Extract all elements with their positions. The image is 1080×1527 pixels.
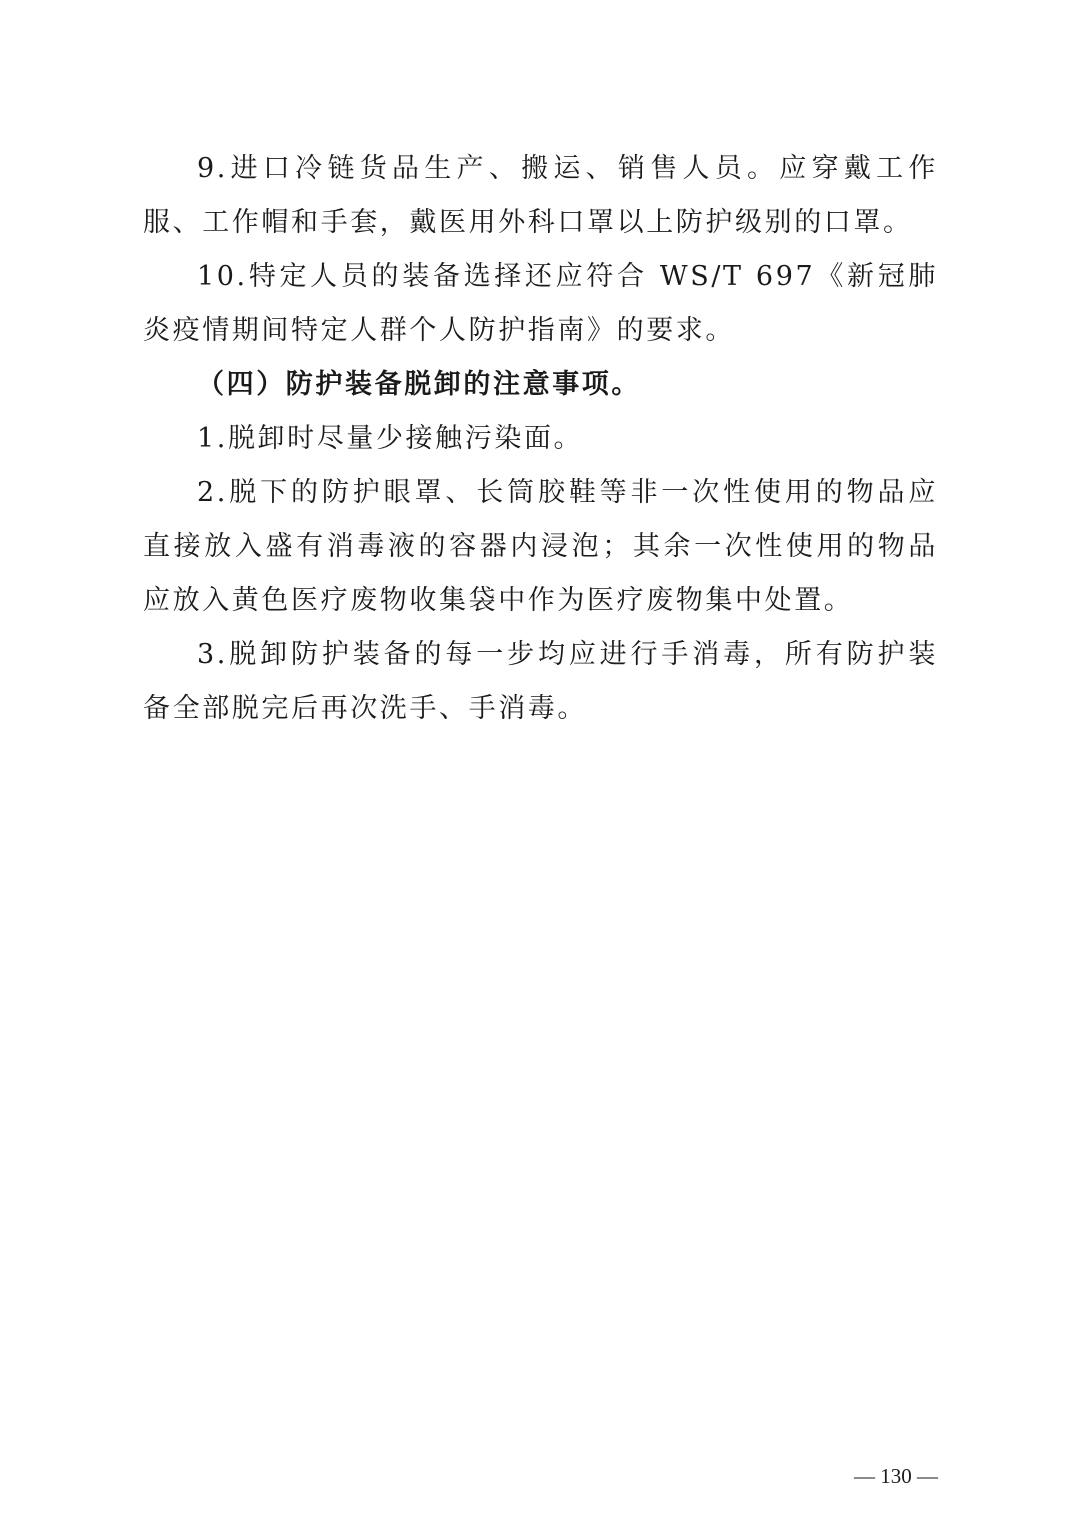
section-heading: （四）防护装备脱卸的注意事项。 [197, 369, 641, 400]
paragraph-item-10: 10.特定人员的装备选择还应符合 WS/T 697《新冠肺炎疫情期间特定人群个人防护指南》的要求。 [143, 261, 938, 346]
paragraph-item-3: 3.脱卸防护装备的每一步均应进行手消毒，所有防护装备全部脱完后再次洗手、手消毒。 [143, 639, 938, 724]
page-number: — 130 — [854, 1464, 938, 1488]
paragraph-item-1: 1.脱卸时尽量少接触污染面。 [197, 423, 584, 454]
document-body [143, 142, 938, 736]
paragraph-item-2: 2.脱下的防护眼罩、长筒胶鞋等非一次性使用的物品应直接放入盛有消毒液的容器内浸泡；其余一次性使用的物品应放入黄色医疗废物收集袋中作为医疗废物集中处置。 [143, 477, 938, 616]
paragraph-item-9: 9.进口冷链货品生产、搬运、销售人员。应穿戴工作服、工作帽和手套，戴医用外科口罩以上防护级别的口罩。 [143, 153, 938, 238]
